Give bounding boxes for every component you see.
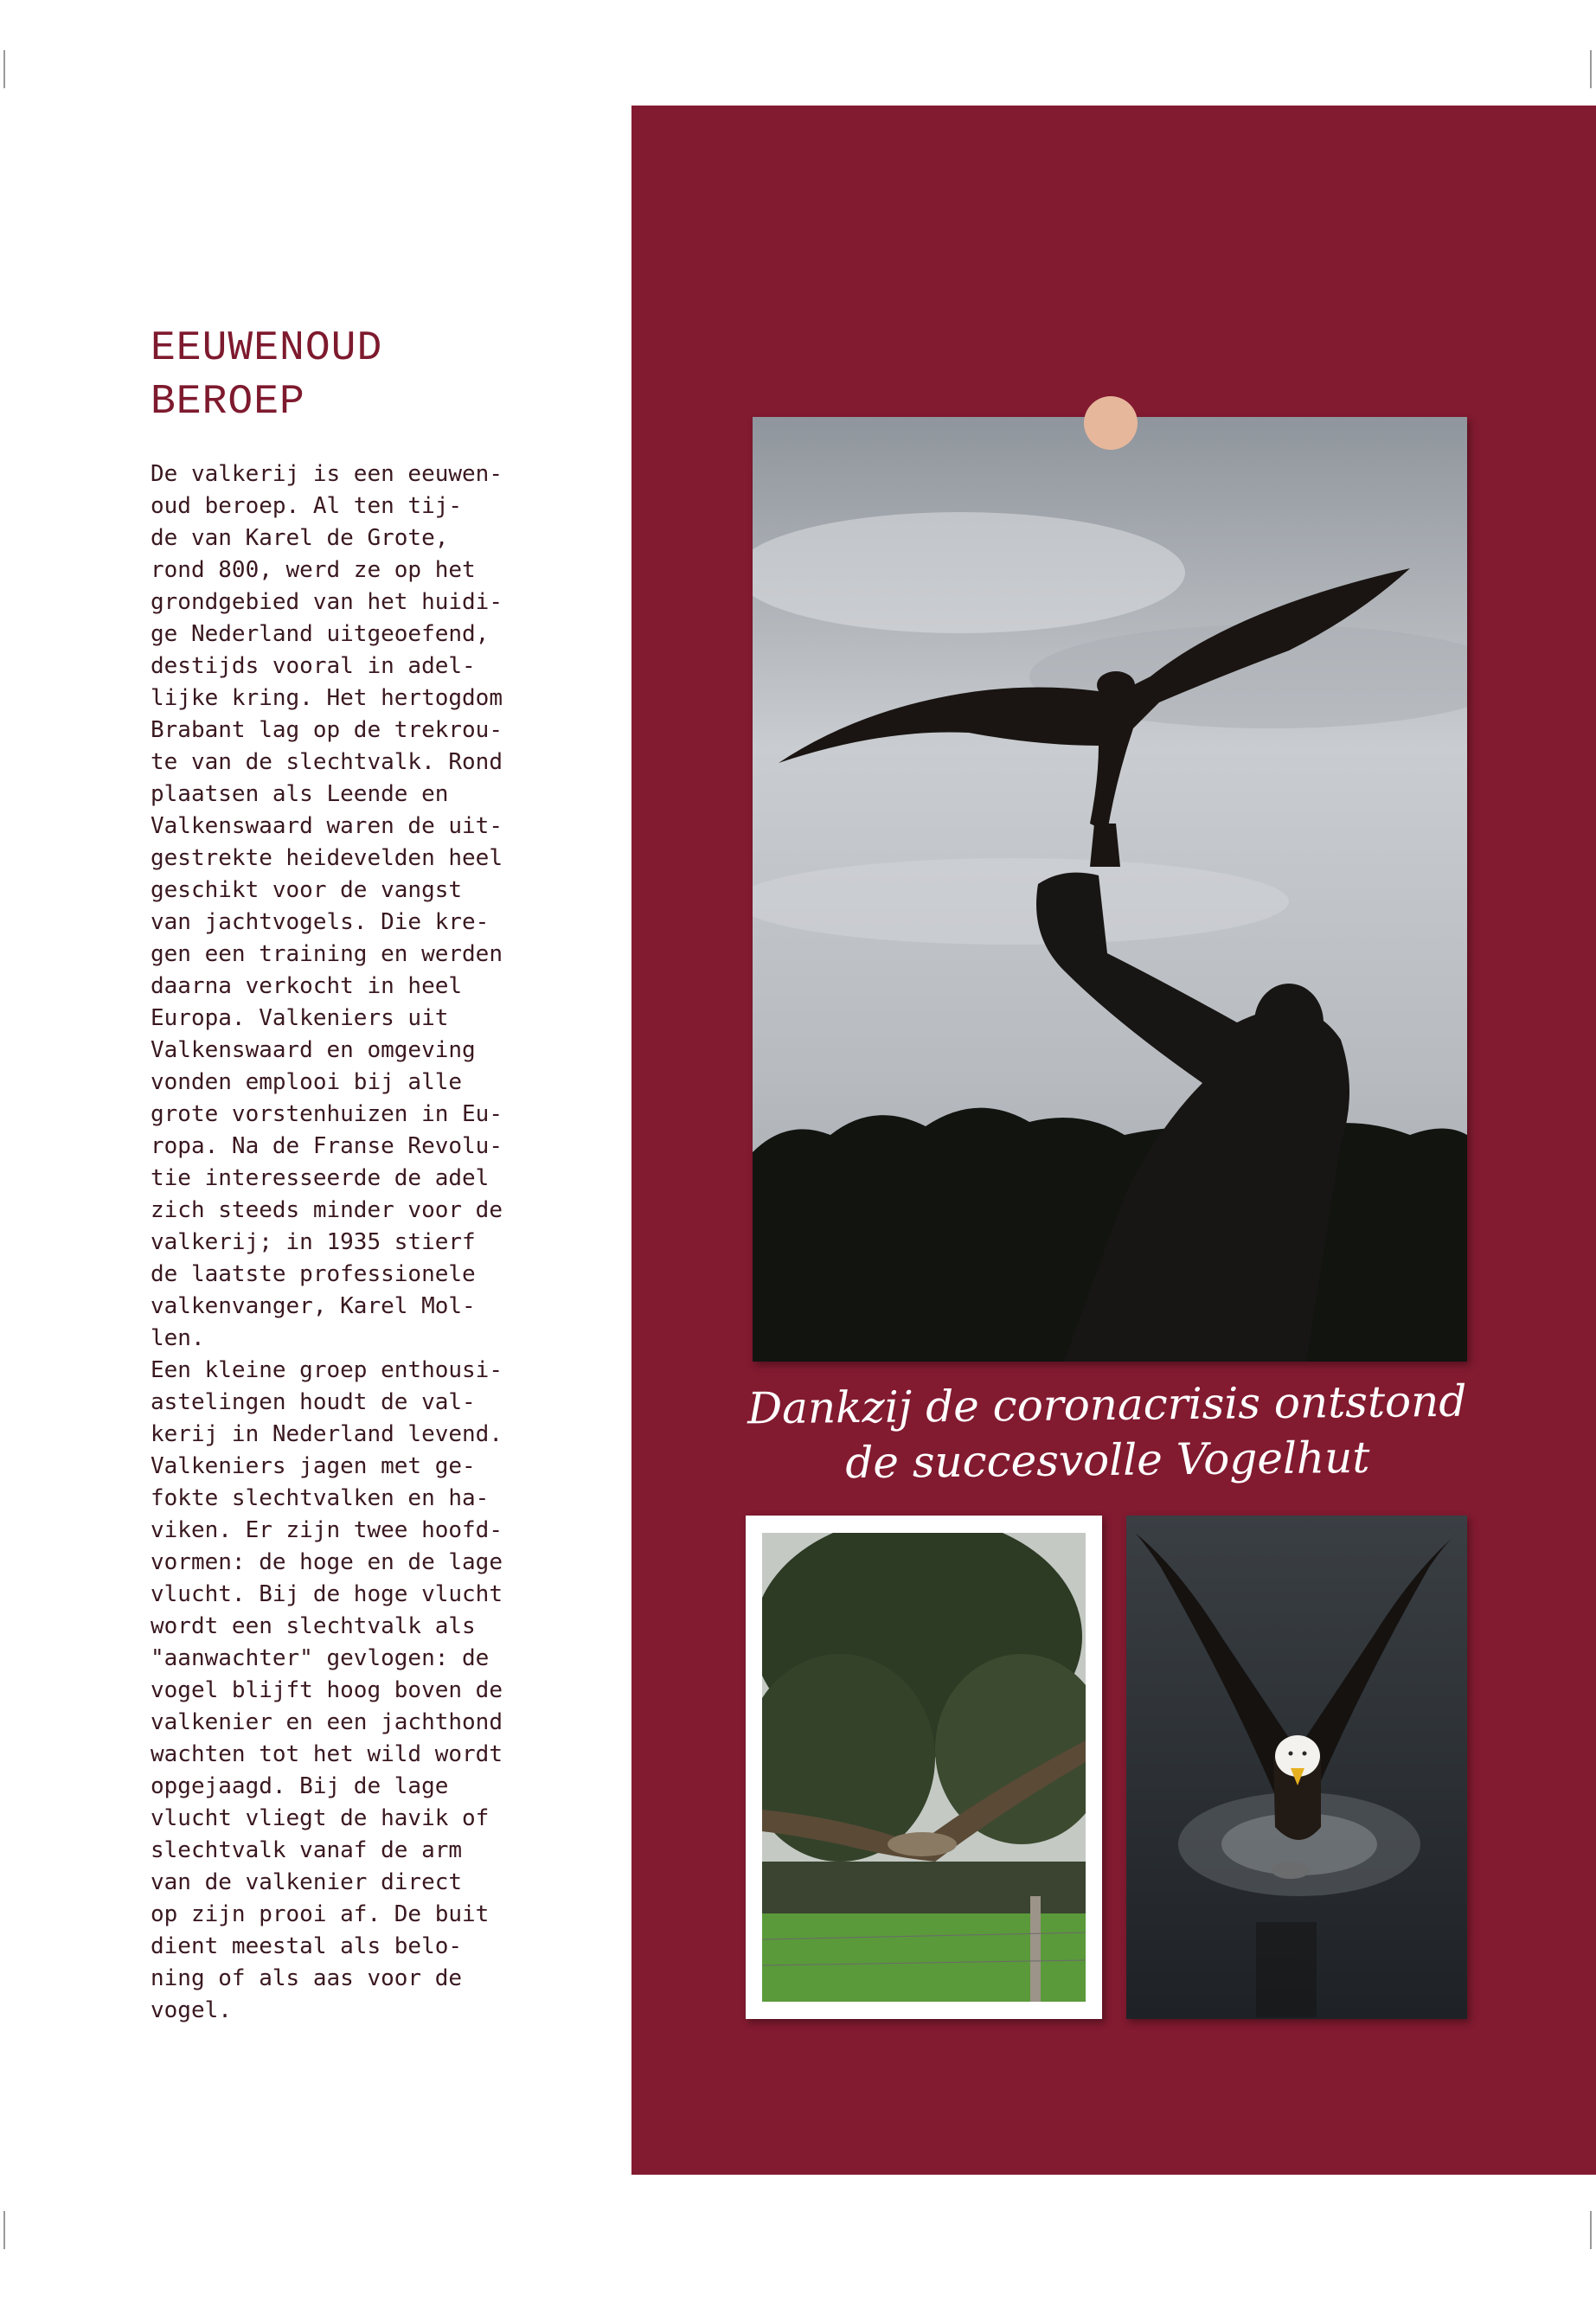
bald-eagle-water-photo	[1126, 1516, 1467, 2019]
body-line: de van Karel de Grote,	[151, 525, 449, 551]
body-line: gen een training en werden	[151, 941, 503, 967]
article-heading	[151, 322, 600, 429]
body-line: te van de slechtvalk. Rond	[151, 749, 503, 775]
body-line: lijke kring. Het hertogdom	[151, 685, 503, 711]
photo-caption	[726, 1373, 1488, 1491]
body-line: vogel blijft hoog boven de	[151, 1677, 503, 1703]
crop-mark-bottom-right	[1590, 2211, 1592, 2249]
body-line: gestrekte heidevelden heel	[151, 845, 503, 871]
body-line: valkenvanger, Karel Mol-	[151, 1293, 476, 1319]
body-line: rond 800, werd ze op het	[151, 557, 476, 583]
body-line: plaatsen als Leende en	[151, 781, 449, 807]
body-line: Een kleine groep enthousi-	[151, 1357, 503, 1383]
body-line: Valkeniers jagen met ge-	[151, 1453, 476, 1479]
caption-line-2: de succesvolle Vogelhut	[844, 1432, 1370, 1489]
falconer-eagle-image	[753, 417, 1467, 1362]
body-line: vogel.	[151, 1997, 232, 2023]
body-line: van de valkenier direct	[151, 1869, 463, 1895]
heading-line-2: BEROEP	[151, 379, 305, 426]
body-line: Valkenswaard en omgeving	[151, 1037, 476, 1063]
flying-eagle-field-photo	[746, 1516, 1102, 2019]
bald-eagle-water-image	[1126, 1516, 1467, 2019]
body-line: De valkerij is een eeuwen-	[151, 461, 503, 487]
body-line: de laatste professionele	[151, 1261, 476, 1287]
falconer-eagle-photo	[753, 417, 1467, 1362]
body-line: opgejaagd. Bij de lage	[151, 1773, 449, 1799]
body-line: fokte slechtvalken en ha-	[151, 1485, 490, 1511]
body-line: grote vorstenhuizen in Eu-	[151, 1101, 503, 1127]
body-line: ge Nederland uitgeoefend,	[151, 621, 490, 647]
body-line: slechtvalk vanaf de arm	[151, 1837, 463, 1863]
body-line: len.	[151, 1325, 205, 1351]
body-line: van jachtvogels. Die kre-	[151, 909, 490, 935]
body-line: zich steeds minder voor de	[151, 1197, 503, 1223]
body-line: kerij in Nederland levend.	[151, 1421, 503, 1447]
caption-line-1: Dankzij de coronacrisis ontstond	[747, 1375, 1467, 1434]
heading-line-1: EEUWENOUD	[151, 325, 383, 372]
article-body	[151, 458, 548, 2027]
body-line: viken. Er zijn twee hoofd-	[151, 1517, 503, 1543]
body-line: valkenier en een jachthond	[151, 1709, 503, 1735]
body-line: Brabant lag op de trekrou-	[151, 717, 503, 743]
body-line: vormen: de hoge en de lage	[151, 1549, 503, 1575]
crop-mark-top-right	[1590, 50, 1592, 88]
body-line: astelingen houdt de val-	[151, 1389, 476, 1415]
body-line: vlucht. Bij de hoge vlucht	[151, 1581, 503, 1607]
body-line: dient meestal als belo-	[151, 1933, 463, 1959]
body-line: tie interesseerde de adel	[151, 1165, 490, 1191]
body-line: destijds vooral in adel-	[151, 653, 476, 679]
body-line: ropa. Na de Franse Revolu-	[151, 1133, 503, 1159]
body-line: valkerij; in 1935 stierf	[151, 1229, 476, 1255]
body-line: vlucht vliegt de havik of	[151, 1805, 490, 1831]
body-line: daarna verkocht in heel	[151, 973, 463, 999]
body-line: vonden emplooi bij alle	[151, 1069, 463, 1095]
body-line: wordt een slechtvalk als	[151, 1613, 476, 1639]
body-line: geschikt voor de vangst	[151, 877, 463, 903]
body-line: Valkenswaard waren de uit-	[151, 813, 503, 839]
body-line: ning of als aas voor de	[151, 1965, 463, 1991]
body-line: grondgebied van het huidi-	[151, 589, 503, 615]
body-line: Europa. Valkeniers uit	[151, 1005, 449, 1031]
body-line: wachten tot het wild wordt	[151, 1741, 503, 1767]
pin-dot	[1084, 396, 1138, 450]
body-line: oud beroep. Al ten tij-	[151, 493, 463, 519]
crop-mark-bottom-left	[3, 2211, 5, 2249]
flying-eagle-field-image	[762, 1533, 1086, 2002]
body-line: op zijn prooi af. De buit	[151, 1901, 490, 1927]
crop-mark-top-left	[3, 50, 5, 88]
body-line: "aanwachter" gevlogen: de	[151, 1645, 490, 1671]
